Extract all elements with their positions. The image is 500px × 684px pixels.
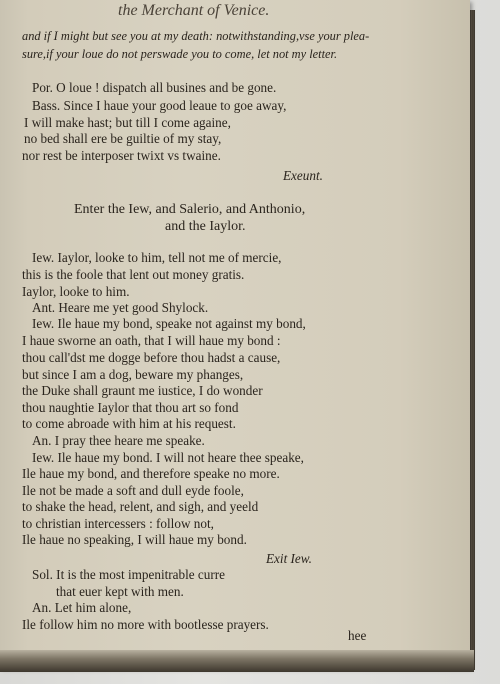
catchword: hee bbox=[348, 628, 367, 643]
text-line: but since I am a dog, beware my phanges, bbox=[22, 367, 244, 382]
book-bottom-edge bbox=[0, 650, 474, 672]
text-line: Iaylor, looke to him. bbox=[22, 284, 130, 299]
text-line: and if I might but see you at my death: notwithstanding,vse your plea- bbox=[22, 29, 370, 43]
text-line: to christian intercessers : follow not, bbox=[22, 516, 214, 531]
text-line: An. I pray thee heare me speake. bbox=[32, 433, 205, 448]
text-line: Por. O loue ! dispatch all busines and be gone. bbox=[32, 80, 277, 95]
stage-direction: Exeunt. bbox=[283, 168, 323, 183]
text-line: Ant. Heare me yet good Shylock. bbox=[32, 300, 209, 315]
text-line: Iew. Iaylor, looke to him, tell not me of mercie, bbox=[32, 250, 282, 265]
text-line: Iew. Ile haue my bond, speake not against my bond, bbox=[32, 316, 306, 331]
text-line: Sol. It is the most impenitrable curre bbox=[32, 567, 226, 582]
text-line: the Duke shall graunt me iustice, I do wonder bbox=[22, 383, 263, 398]
text-line: thou naughtie Iaylor that thou art so fond bbox=[22, 400, 239, 415]
text-line: An. Let him alone, bbox=[32, 600, 132, 615]
text-line: this is the foole that lent out money gratis. bbox=[22, 267, 245, 282]
text-line: to come abroade with him at his request. bbox=[22, 416, 236, 431]
text-line: Ile haue my bond, and therefore speake no more. bbox=[22, 466, 280, 481]
text-line: I will make hast; but till I come againe, bbox=[24, 115, 231, 130]
text-line: sure,if your loue do not perswade you to come, let not my letter. bbox=[22, 47, 338, 61]
text-line: Ile follow him no more with bootlesse prayers. bbox=[22, 617, 269, 632]
text-line: that euer kept with men. bbox=[56, 584, 184, 599]
stage-direction: Exit Iew. bbox=[266, 551, 312, 566]
text-line: I haue sworne an oath, that I will haue my bond : bbox=[22, 333, 281, 348]
running-head: the Merchant of Venice. bbox=[118, 2, 270, 19]
stage-direction: and the Iaylor. bbox=[165, 219, 246, 234]
text-line: Bass. Since I haue your good leaue to goe away, bbox=[32, 98, 287, 113]
text-line: Ile not be made a soft and dull eyde foole, bbox=[22, 483, 244, 498]
text-line: Iew. Ile haue my bond. I will not heare thee speake, bbox=[32, 450, 304, 465]
stage-direction: Enter the Iew, and Salerio, and Anthonio, bbox=[74, 202, 306, 217]
text-line: nor rest be interposer twixt vs twaine. bbox=[22, 148, 221, 163]
text-line: thou call'dst me dogge before thou hadst a cause, bbox=[22, 350, 281, 365]
text-line: to shake the head, relent, and sigh, and yeeld bbox=[22, 499, 259, 514]
text-line: Ile haue no speaking, I will haue my bond. bbox=[22, 532, 247, 547]
text-line: no bed shall ere be guiltie of my stay, bbox=[24, 131, 222, 146]
